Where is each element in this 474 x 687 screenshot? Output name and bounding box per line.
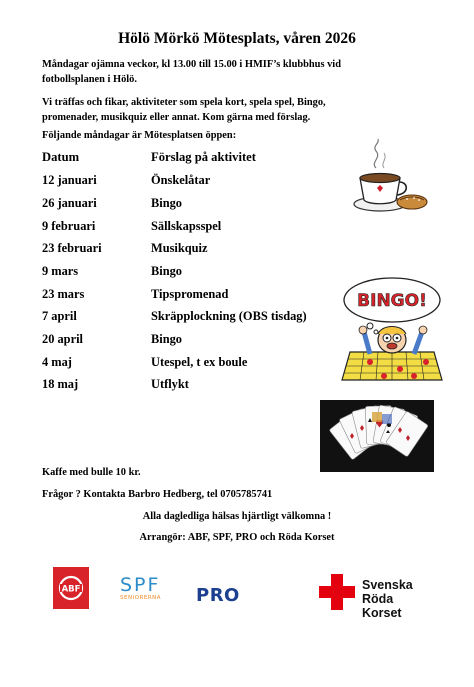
schedule-date: 7 april <box>42 309 77 323</box>
schedule-activity: Skräpplockning (OBS tisdag) <box>151 309 307 323</box>
schedule-activity: Musikquiz <box>151 241 208 255</box>
schedule-activity: Utespel, t ex boule <box>151 355 248 369</box>
intro-line: promenader, musikquiz eller annat. Kom gärna med förslag. <box>42 112 311 123</box>
organizers-text: Arrangör: ABF, SPF, PRO och Röda Korset <box>139 532 335 543</box>
schedule-activity: Bingo <box>151 264 182 278</box>
intro-line: Följande måndagar är Mötesplatsen öppen: <box>42 130 237 141</box>
red-cross-name-line1: Svenska <box>362 578 413 592</box>
red-cross-icon <box>318 574 356 610</box>
intro-line: Måndagar ojämna veckor, kl 13.00 till 15.00 i HMIF’s klubbhus vid <box>42 59 341 70</box>
fika-price: Kaffe med bulle 10 kr. <box>42 467 141 478</box>
spf-logo-text: SPF <box>120 574 161 596</box>
spf-logo <box>120 575 184 607</box>
bingo-sign-text: BINGO! <box>357 291 427 311</box>
page-title: Hölö Mörkö Mötesplats, våren 2026 <box>118 30 356 47</box>
schedule-activity: Bingo <box>151 332 182 346</box>
schedule-activity: Utflykt <box>151 377 189 391</box>
coffee-cup-illustration <box>352 138 430 216</box>
schedule-activity: Sällskapsspel <box>151 219 222 233</box>
intro-line: Vi träffas och fikar, aktiviteter som spela kort, spela spel, Bingo, <box>42 97 326 108</box>
red-cross-logo <box>318 572 436 620</box>
abf-logo <box>53 567 89 609</box>
schedule-date: 23 mars <box>42 287 85 301</box>
schedule-date: 20 april <box>42 332 83 346</box>
schedule-date: 12 januari <box>42 173 97 187</box>
schedule-date: 26 januari <box>42 196 97 210</box>
abf-logo-text: ABF <box>61 584 81 595</box>
contact-info: Frågor ? Kontakta Barbro Hedberg, tel 0705785741 <box>42 489 273 500</box>
schedule-date: 4 maj <box>42 355 72 369</box>
schedule-activity: Tipspromenad <box>151 287 229 301</box>
playing-cards-photo <box>320 400 434 472</box>
pro-logo: PRO <box>196 585 240 606</box>
welcome-text: Alla dagledliga hälsas hjärtligt välkomna ! <box>142 511 332 522</box>
red-cross-name-line2: Röda Korset <box>362 592 402 620</box>
spf-logo-subtext: SENIORERNA <box>120 595 162 601</box>
schedule-date: 23 februari <box>42 241 102 255</box>
schedule-date: 9 mars <box>42 264 79 278</box>
schedule-date: 18 maj <box>42 377 79 391</box>
schedule-header-date: Datum <box>42 150 80 164</box>
schedule-activity: Bingo <box>151 196 182 210</box>
bingo-illustration <box>340 270 444 382</box>
intro-line: fotbollsplanen i Hölö. <box>42 74 137 85</box>
schedule-activity: Önskelåtar <box>151 173 211 187</box>
schedule-date: 9 februari <box>42 219 96 233</box>
schedule-header-activity: Förslag på aktivitet <box>151 150 256 164</box>
